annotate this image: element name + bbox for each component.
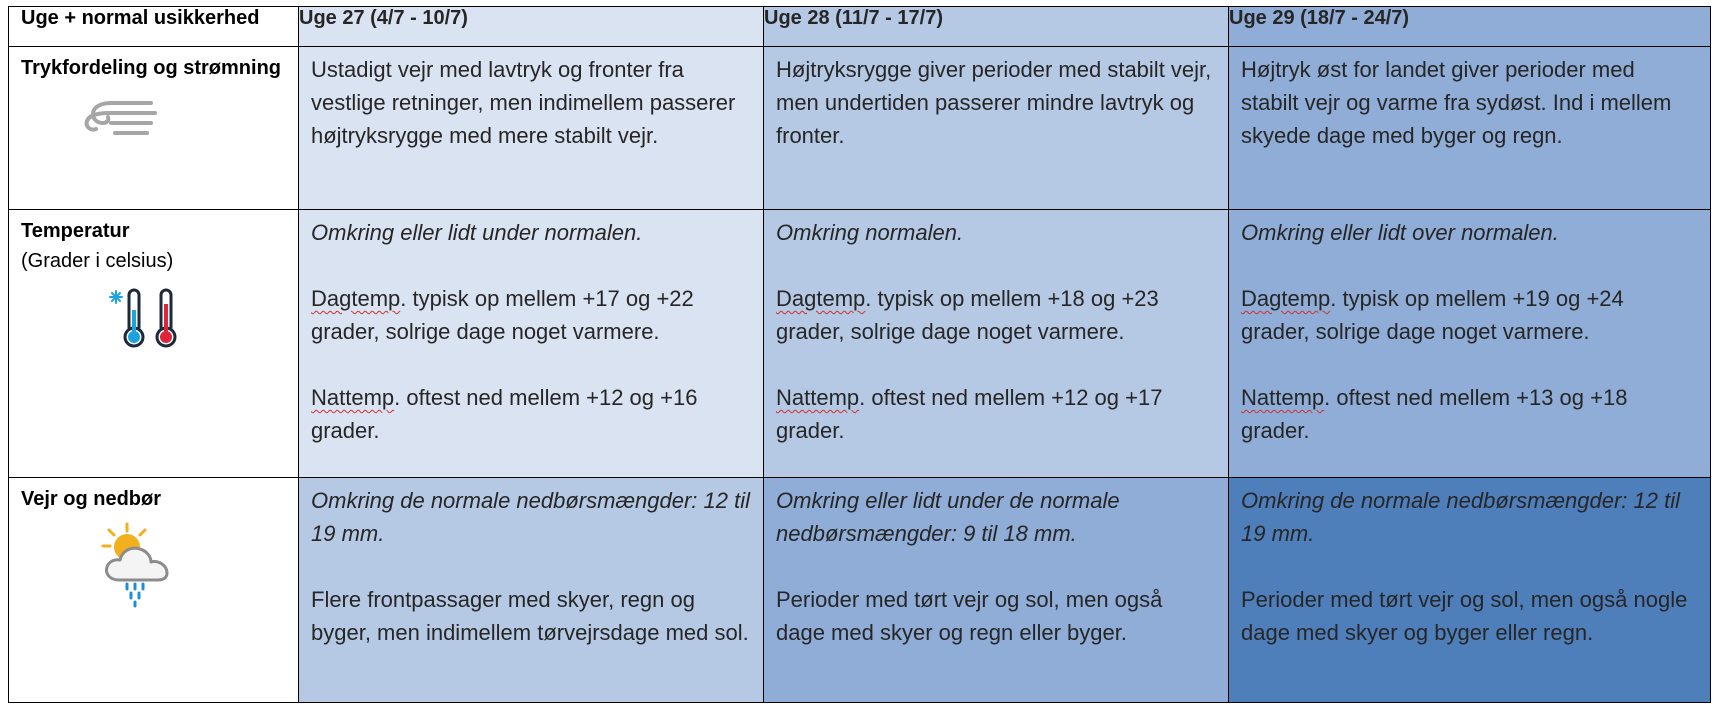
pressure-week-27: Ustadigt vejr med lavtryk og fronter fra vestlige retninger, men indimellem passerer højtryksrygge med mere stabilt vejr. xyxy=(299,47,764,210)
forecast-table xyxy=(8,6,1711,703)
row-pressure xyxy=(9,47,1711,210)
temperature-week-28: Omkring normalen. Dagtemp. typisk op mellem +18 og +23 grader, solrige dage noget varmere. Nattemp. oftest ned mellem +12 og +17 grader. xyxy=(764,210,1229,478)
row-subtitle-temperature: (Grader i celsius) xyxy=(21,250,174,272)
precipitation-week-27: Omkring de normale nedbørsmængder: 12 til 19 mm. Flere frontpassager med skyer, regn og byger, men indimellem tørvejrsdage med sol. xyxy=(299,478,764,703)
header-label: Uge + normal usikkerhed xyxy=(9,7,299,47)
header-week-27: Uge 27 (4/7 - 10/7) xyxy=(299,7,764,47)
row-label-precipitation xyxy=(9,478,299,703)
row-label-temperature xyxy=(9,210,299,478)
row-temperature xyxy=(9,210,1711,478)
header-row xyxy=(9,7,1711,47)
row-title-temperature: Temperatur xyxy=(21,220,130,242)
header-week-28: Uge 28 (11/7 - 17/7) xyxy=(764,7,1229,47)
row-title-pressure: Trykfordeling og strømning xyxy=(21,57,282,79)
temperature-week-27: Omkring eller lidt under normalen. Dagtemp. typisk op mellem +17 og +22 grader, solrige dage noget varmere. Nattemp. oftest ned mellem +12 og +16 grader. xyxy=(299,210,764,478)
pressure-week-29: Højtryk øst for landet giver perioder med stabilt vejr og varme fra sydøst. Ind i mellem skyede dage med byger og regn. xyxy=(1229,47,1711,210)
header-week-29: Uge 29 (18/7 - 24/7) xyxy=(1229,7,1711,47)
precipitation-week-28: Omkring eller lidt under de normale nedbørsmængder: 9 til 18 mm. Perioder med tørt vejr og sol, men også dage med skyer og regn eller byger. xyxy=(764,478,1229,703)
temperature-week-29: Omkring eller lidt over normalen. Dagtemp. typisk op mellem +19 og +24 grader, solrige dage noget varmere. Nattemp. oftest ned mellem +13 og +18 grader. xyxy=(1229,210,1711,478)
row-title-precipitation: Vejr og nedbør xyxy=(21,488,162,510)
row-precipitation xyxy=(9,478,1711,703)
wind-icon xyxy=(81,95,157,141)
precipitation-week-29: Omkring de normale nedbørsmængder: 12 til 19 mm. Perioder med tørt vejr og sol, men også nogle dage med skyer og byger eller regn. xyxy=(1229,478,1711,703)
pressure-week-28: Højtryksrygge giver perioder med stabilt vejr, men undertiden passerer mindre lavtryk og fronter. xyxy=(764,47,1229,210)
sun-cloud-rain-icon xyxy=(91,520,181,610)
thermometer-icon xyxy=(109,288,189,350)
row-label-pressure xyxy=(9,47,299,210)
